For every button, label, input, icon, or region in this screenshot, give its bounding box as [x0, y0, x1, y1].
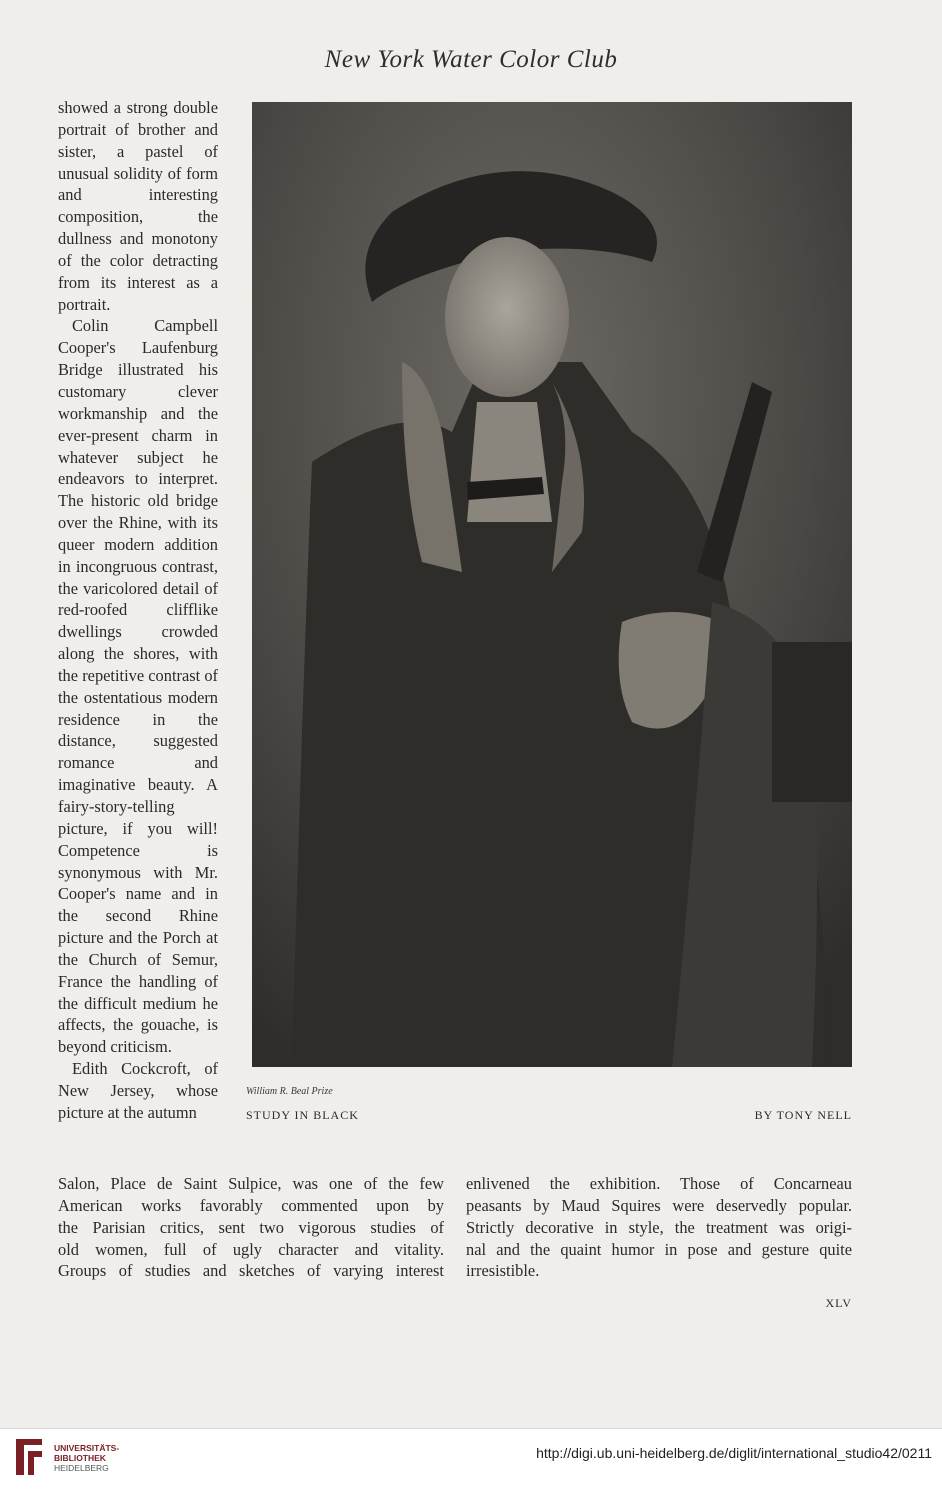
page-title: New York Water Color Club: [324, 46, 618, 73]
bottom-left-text: [58, 1173, 444, 1282]
text-line: peasants by Maud Squires were deservedly popular.: [466, 1195, 852, 1215]
bottom-right-text: [466, 1173, 852, 1282]
portrait-image: [252, 102, 852, 1067]
text-line: old women, full of ugly character and vitality.: [58, 1239, 444, 1259]
prize-label: William R. Beal Prize: [246, 1086, 333, 1097]
source-url-link[interactable]: http://digi.ub.uni-heidelberg.de/diglit/international_studio42/0211: [536, 1445, 932, 1461]
page-number: XLV: [825, 1296, 852, 1310]
text-line: Groups of studies and sketches of varying interest: [58, 1261, 444, 1281]
paragraph: showed a strong double portrait of brother and sister, a pastel of unusual solidity of form and interesting composition, the dullness and monotony of the color detracting from its interest as a portrait.: [58, 98, 218, 314]
text-line: Salon, Place de Saint Sulpice, was one of the few: [58, 1174, 444, 1193]
figure-caption-title: STUDY IN BLACK: [246, 1108, 359, 1122]
library-name: UNIVERSITÄTS- BIBLIOTHEK HEIDELBERG: [54, 1443, 120, 1473]
portrait-painting: [252, 102, 852, 1067]
text-line: enlivened the exhibition. Those of Concarneau: [466, 1174, 852, 1193]
paragraph: Colin Campbell Cooper's Laufenburg Bridge illustrated his customary clever workmanship and the ever-present charm in whatever subject he endeavors to interpret. The historic old bridge over the Rhine, with its queer modern addition in incongruous contrast, the varicolored detail of red-roofed clifflike dwellings crowded along the shores, with the repetitive contrast of the ostentatious modern residence in the distance, suggested romance and imaginative beauty. A fairy-story-telling picture, if you will! Competence is synonymous with Mr. Cooper's name and in the second Rhine picture and the Porch at the Church of Semur, France the handling of the difficult medium he affects, the gouache, is beyond criticism.: [58, 316, 218, 1057]
text-line: nal and the quaint humor in pose and gesture quite: [466, 1239, 852, 1259]
text-line: irresistible.: [466, 1261, 540, 1281]
library-logo-icon: [12, 1435, 46, 1481]
viewer-footer: [0, 1428, 942, 1496]
text-line: Strictly decorative in style, the treatment was origi-: [466, 1217, 852, 1237]
figure-caption-artist: BY TONY NELL: [754, 1108, 852, 1122]
paragraph: Edith Cockcroft, of New Jersey, whose picture at the autumn: [58, 1059, 218, 1122]
text-line: the Parisian critics, sent two vigorous studies of: [58, 1217, 444, 1237]
left-text-column: [58, 97, 218, 1124]
text-line: American works favorably commented upon by: [58, 1195, 444, 1215]
